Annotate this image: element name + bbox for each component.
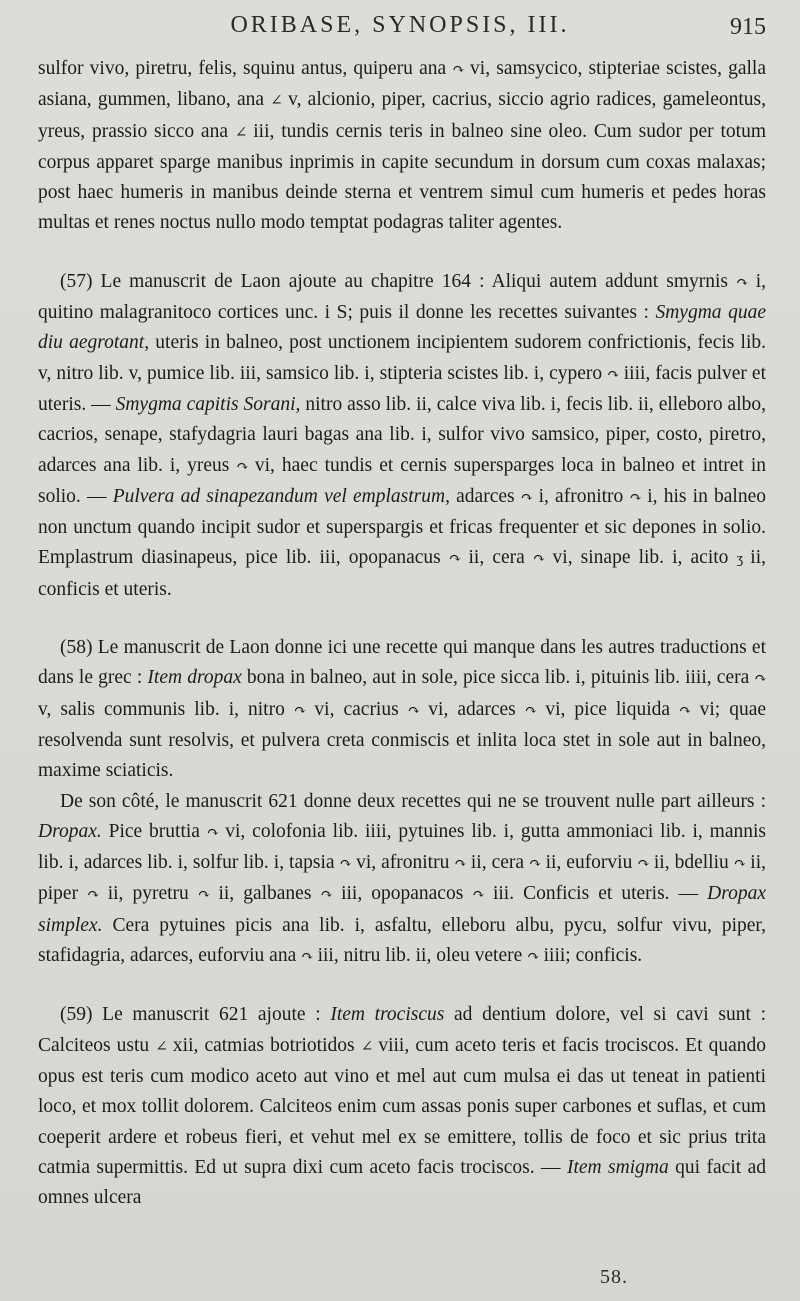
measure-sign-icon: ↷ <box>637 856 649 873</box>
measure-sign-icon: ↷ <box>754 671 766 688</box>
text-run: viii, cum aceto teris et facis trociscos. Et quando opus est teris cum modico aceto aut vino et mel aut cum mulsa ei das ut teneat in patienti loco, et mox tollit dolorem. Calciteos enim cum assas ponis super carbones et suflas, et cum coeperit ardere et robeus fieri, et vehut mel ex se emittere, tollis de foco et sic prius trita catmia supermittis. Ed ut supra dixi cum aceto facis trociscos. — <box>38 1034 766 1178</box>
text-run: Pice bruttia <box>101 820 207 842</box>
measure-sign-icon: ↷ <box>293 702 306 719</box>
measure-sign-icon: ↷ <box>524 702 537 719</box>
measure-sign-icon: ↷ <box>301 949 313 966</box>
text-run: bona in balneo, aut in sole, pice sicca lib. i, pituinis lib. iiii, cera <box>241 667 755 689</box>
body-text <box>38 54 766 1213</box>
text-run: iiii; conficis. <box>538 945 643 967</box>
measure-sign-icon: ∠ <box>234 124 247 141</box>
measure-sign-icon: ↷ <box>236 458 248 475</box>
text-run: vi, haec tundis et cernis supersparges loca in balneo et intret in solio. — <box>38 454 766 507</box>
text-run: ii, conficis et uteris. <box>38 547 766 600</box>
measure-sign-icon: ↷ <box>87 887 99 904</box>
text-run: (58) Le manuscrit de Laon donne ici une recette qui manque dans les autres traductions et dans le grec : <box>38 637 766 689</box>
note-58 <box>38 633 766 786</box>
running-title: ORIBASE, SYNOPSIS, III. <box>230 12 570 38</box>
text-run: Cera pytuines picis ana lib. i, asfaltu, elleboru albu, pycu, solfur vivu, piper, stafidagria, adarces, euforviu ana <box>38 914 766 967</box>
text-run: v, salis communis lib. i, nitro <box>38 698 294 720</box>
page-number: 915 <box>730 14 766 40</box>
italic-title: Dropax simplex. <box>38 883 766 936</box>
text-run: ii, galbanes <box>209 883 321 905</box>
note-58-continued <box>38 787 766 973</box>
note-59 <box>38 1000 766 1213</box>
measure-sign-icon: ʒ <box>736 551 743 568</box>
text-run: vi, afronitru <box>351 852 455 874</box>
measure-sign-icon: ↷ <box>736 274 748 291</box>
measure-sign-icon: ↷ <box>527 949 539 966</box>
measure-sign-icon: ↷ <box>320 887 333 904</box>
measure-sign-icon: ↷ <box>452 62 464 78</box>
text-run: v, alcionio, piper, cacrius, siccio agrio radices, gameleontus, yreus, prassio sicco ana <box>38 89 767 142</box>
italic-title: Item dropax <box>147 667 242 689</box>
text-run: adarces <box>449 485 521 507</box>
text-run: vi, adarces <box>419 698 525 720</box>
text-run: uteris in balneo, post unctionem incipientem sudorem confrictionis, fecis lib. v, nitro lib. v, pumice lib. iii, samsico lib. i, stipteria scistes lib. i, cypero <box>38 332 767 384</box>
measure-sign-icon: ↷ <box>472 887 484 904</box>
text-run: iii. Conficis et uteris. — <box>483 883 708 905</box>
measure-sign-icon: ↷ <box>607 366 619 383</box>
measure-sign-icon: ∠ <box>270 93 282 110</box>
text-run: vi, sinape lib. i, acito <box>544 547 737 569</box>
text-run: ii, pyretru <box>98 883 198 905</box>
italic-title: Smygma quae diu aegrotant, <box>38 302 766 354</box>
text-run: ii, cera <box>465 852 530 874</box>
page-header <box>0 12 800 48</box>
text-run: i, afronitro <box>532 485 630 507</box>
text-run: qui facit ad omnes ulcera <box>38 1156 766 1209</box>
text-run: ii, bdelliu <box>648 852 734 874</box>
measure-sign-icon: ↷ <box>629 489 642 506</box>
text-run: iiii, facis pulver et uteris. — <box>38 362 766 415</box>
measure-sign-icon: ∠ <box>155 1038 167 1055</box>
measure-sign-icon: ∠ <box>360 1038 373 1055</box>
text-run: ii, cera <box>460 547 533 569</box>
text-run: vi, pice liquida <box>536 698 680 720</box>
measure-sign-icon: ↷ <box>206 824 219 841</box>
measure-sign-icon: ↷ <box>454 856 466 873</box>
text-run: i, quitino malagranitoco cortices unc. i S; puis il donne les recettes suivantes : <box>38 270 766 324</box>
note-57 <box>38 267 766 605</box>
paragraph-continuation <box>38 54 766 239</box>
text-run: De son côté, le manuscrit 621 donne deux recettes qui ne se trouvent nulle part ailleurs : <box>60 790 766 812</box>
text-run: nitro asso lib. ii, calce viva lib. i, fecis lib. ii, elleboro albo, cacrios, senape, stafydagria lauri bagas ana lib. i, sulfor vivo samsico, piper, costo, piretro, adarces ana lib. i, yreus <box>38 393 766 476</box>
measure-sign-icon: ↷ <box>520 489 533 506</box>
text-run: iii, opopanacos <box>332 883 473 905</box>
text-run: iii, tundis cernis teris in balneo sine oleo. Cum sudor per totum corpus apparet sparge manibus inprimis in capite secundum in dorsum cum coxas malaxas; post haec humeris in manibus deinde sterna et ventrem simul cum humeris et pedes horas multas et renes noctus nullo modo temptat podagras taliter agentes. <box>38 120 767 234</box>
italic-title: Item trociscus <box>330 1004 445 1026</box>
text-run: ii, piper <box>38 852 767 905</box>
text-run: vi, cacrius <box>305 698 408 720</box>
measure-sign-icon: ↷ <box>197 887 210 904</box>
italic-title: Item smigma <box>566 1156 669 1178</box>
italic-title: Pulvera ad sinapezandum vel emplastrum, <box>112 485 450 507</box>
measure-sign-icon: ↷ <box>532 551 545 568</box>
text-run: iii, nitru lib. ii, oleu vetere <box>312 945 528 967</box>
measure-sign-icon: ↷ <box>529 856 541 873</box>
text-run: sulfor vivo, piretru, felis, squinu antus, quiperu ana <box>38 58 453 79</box>
measure-sign-icon: ↷ <box>339 856 352 873</box>
signature-mark: 58. <box>600 1266 628 1288</box>
text-run: ii, euforviu <box>540 852 638 874</box>
text-run: vi; quae resolvenda sunt resolvis, et pulvera creta conmiscis et inlita loca stet in sole aut in balneo, maxime sciaticis. <box>38 698 767 782</box>
measure-sign-icon: ↷ <box>407 702 420 719</box>
measure-sign-icon: ↷ <box>733 856 746 873</box>
measure-sign-icon: ↷ <box>448 551 461 568</box>
italic-title: Dropax. <box>38 820 102 842</box>
text-run: xii, catmias botriotidos <box>166 1034 361 1056</box>
italic-title: Smygma capitis Sorani, <box>115 393 301 415</box>
text-run: ad dentium dolore, vel si cavi sunt : Calciteos ustu <box>38 1004 766 1056</box>
text-run: (59) Le manuscrit 621 ajoute : <box>60 1004 331 1026</box>
measure-sign-icon: ↷ <box>679 702 691 719</box>
text-run: vi, samsycico, stipteriae scistes, galla asiana, gummen, libano, ana <box>38 58 766 111</box>
text-run: vi, colofonia lib. iiii, pytuines lib. i, gutta ammoniaci lib. i, mannis lib. i, adarces lib. i, solfur lib. i, tapsia <box>38 820 766 874</box>
text-run: (57) Le manuscrit de Laon ajoute au chapitre 164 : Aliqui autem addunt smyrnis <box>60 270 737 292</box>
text-run: i, his in balneo non unctum quando incipit sudor et superspargis et fricas frequenter et sic depones in solio. Emplastrum diasinapeus, pice lib. iii, opopanacus <box>38 485 767 569</box>
